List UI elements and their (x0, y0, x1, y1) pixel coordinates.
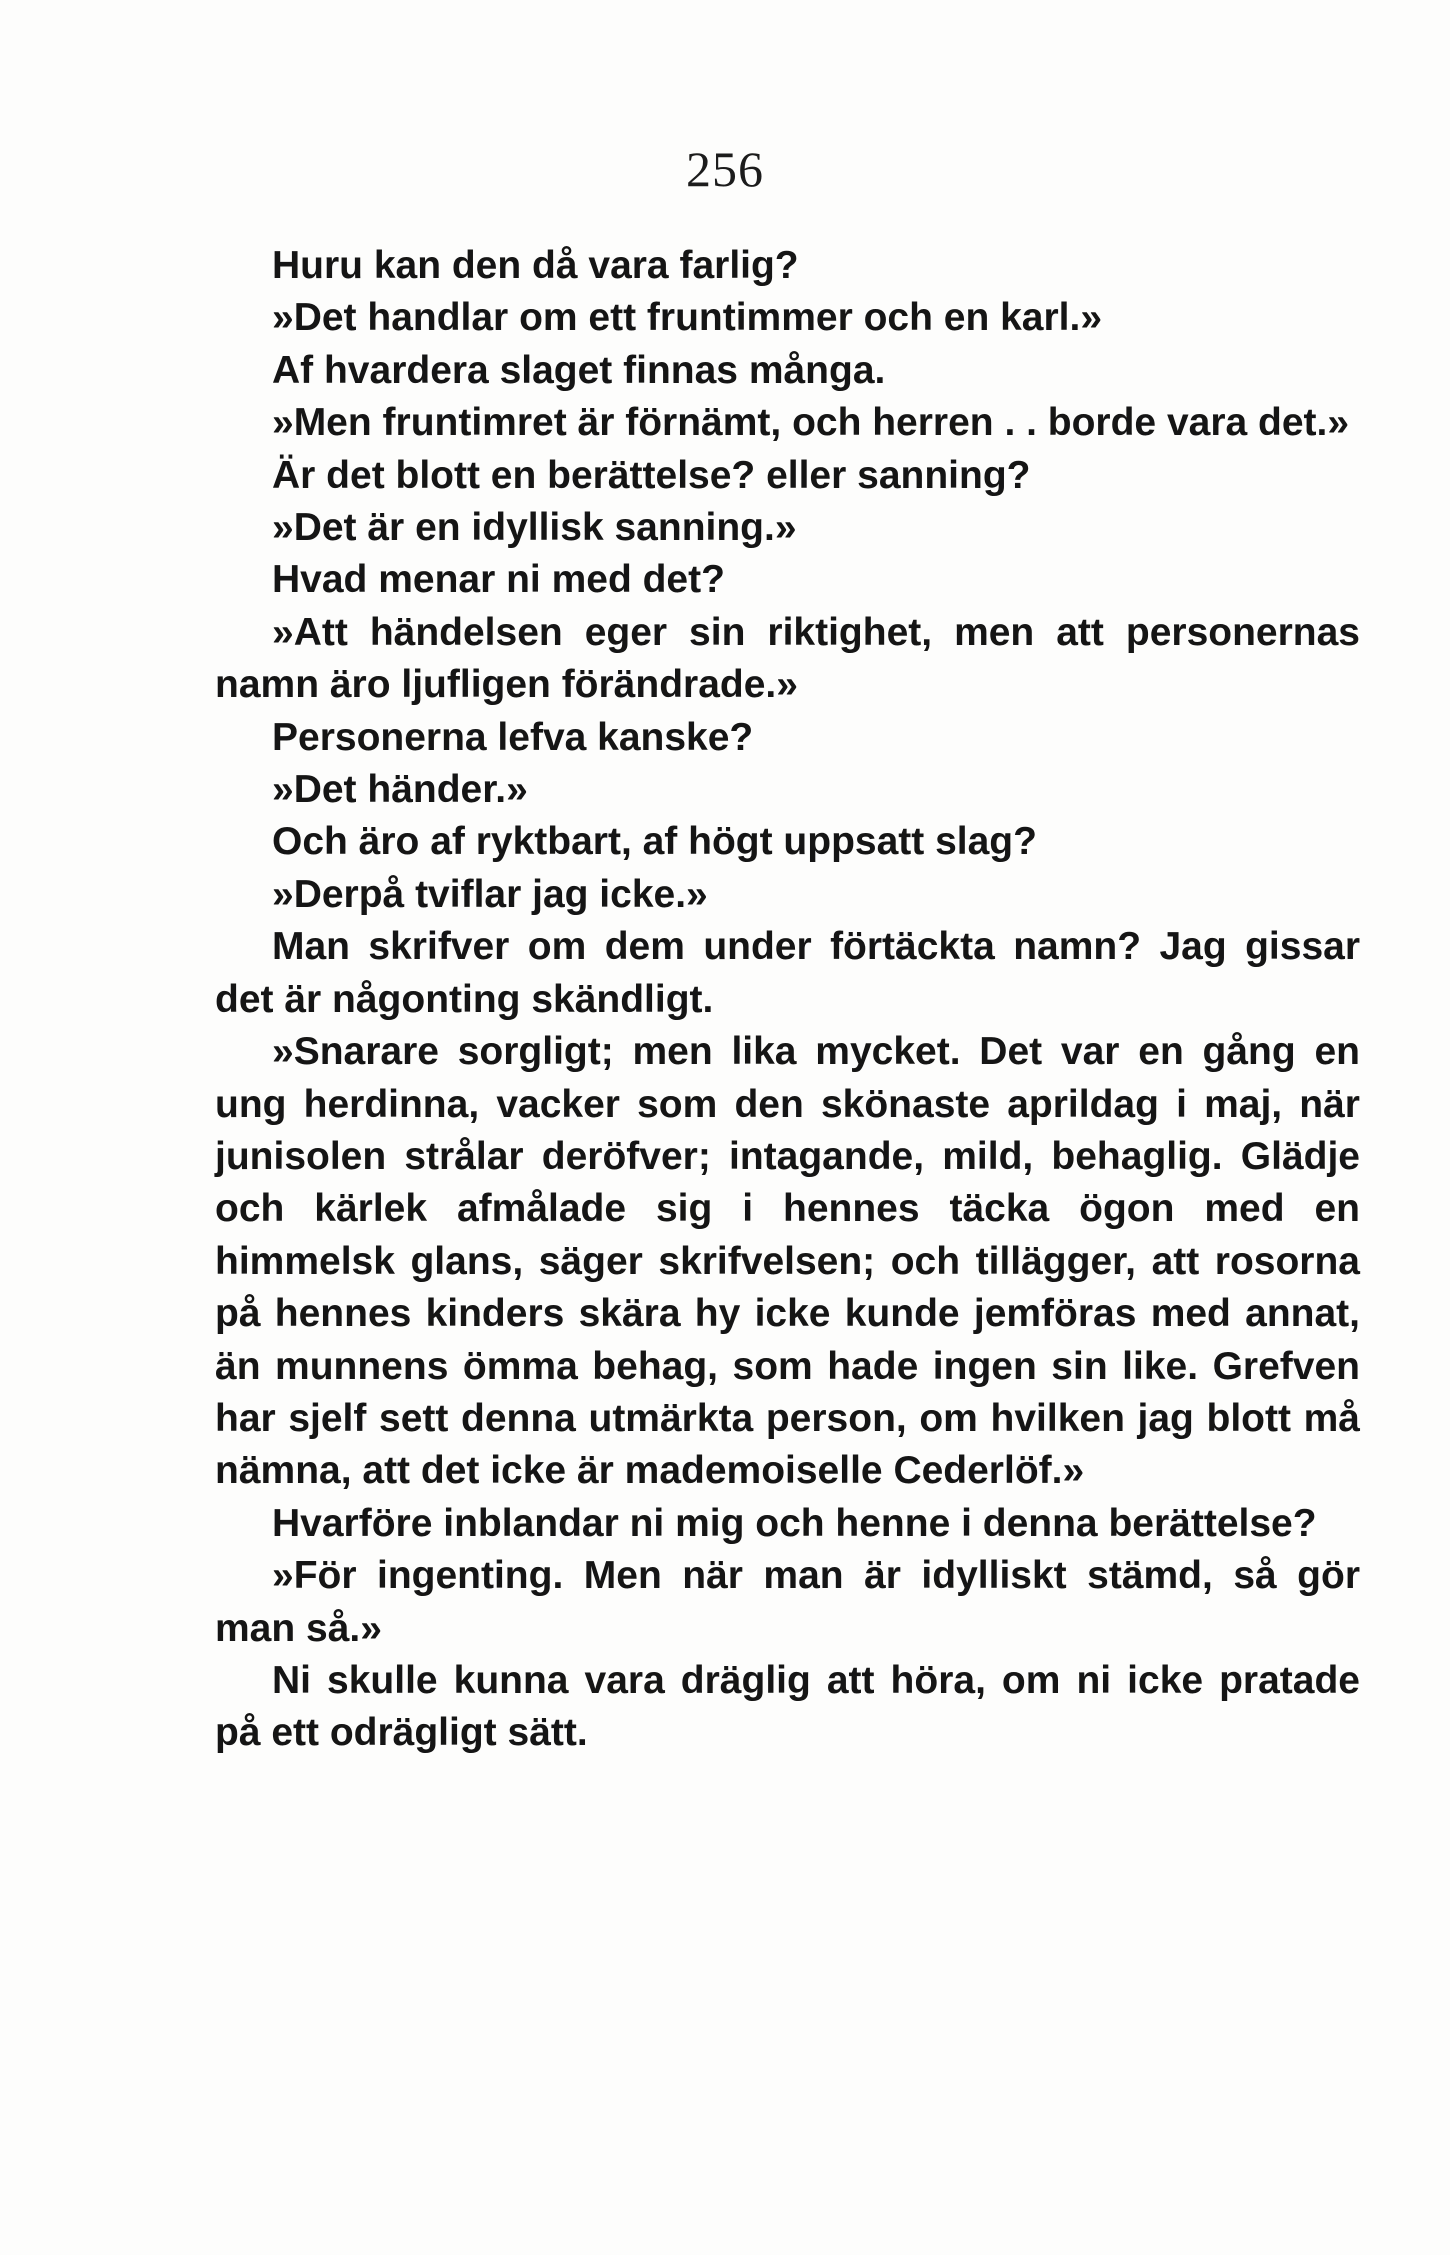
paragraph-5: Är det blott en berättelse? eller sanning? (272, 453, 1031, 497)
paragraph-14: »Snarare sorgligt; men lika mycket. Det var en gång en ung herdinna, vacker som den skönaste aprildag i maj, när junisolen strålar deröfver; intagande, mild, behaglig. Glädje och kärlek afmålade sig i hennes täcka ögon med en himmelsk glans, säger skrifvelsen; och tillägger, att rosorna på hennes kinders skära hy icke kunde jemföras med annat, än munnens ömma behag, som hade ingen sin like. Grefven har sjelf sett denna utmärkta person, om hvilken jag blott må nämna, att det icke är mademoiselle Cederlöf.» (215, 1030, 1360, 1493)
paragraph-7: Hvad menar ni med det? (272, 558, 725, 602)
body-text (215, 240, 1360, 1760)
paragraph-16: »För ingenting. Men när man är idylliskt stämd, så gör man så.» (215, 1554, 1360, 1650)
paragraph-9: Personerna lefva kanske? (272, 715, 754, 759)
paragraph-2: »Det handlar om ett fruntimmer och en karl.» (272, 296, 1103, 340)
paragraph-10: »Det händer.» (272, 768, 528, 812)
paragraph-11: Och äro af ryktbart, af högt uppsatt slag? (272, 820, 1037, 864)
paragraph-17: Ni skulle kunna vara dräglig att höra, om ni icke pratade på ett odrägligt sätt. (215, 1658, 1360, 1755)
paragraph-6: »Det är en idyllisk sanning.» (272, 506, 797, 550)
paragraph-3: Af hvardera slaget finnas många. (272, 348, 886, 392)
paragraph-4: »Men fruntimret är förnämt, och herren . . borde vara det.» (272, 401, 1350, 445)
paragraph-1: Huru kan den då vara farlig? (272, 244, 799, 287)
paragraph-8: »Att händelsen eger sin riktighet, men att personernas namn äro ljufligen förändrade.» (215, 610, 1360, 707)
paragraph-15: Hvarföre inblandar ni mig och henne i denna berättelse? (272, 1501, 1317, 1545)
paragraph-13: Man skrifver om dem under förtäckta namn? Jag gissar det är någonting skändligt. (215, 925, 1360, 1021)
paragraph-12: »Derpå tviflar jag icke.» (272, 872, 708, 916)
page-number: 256 (686, 141, 764, 197)
